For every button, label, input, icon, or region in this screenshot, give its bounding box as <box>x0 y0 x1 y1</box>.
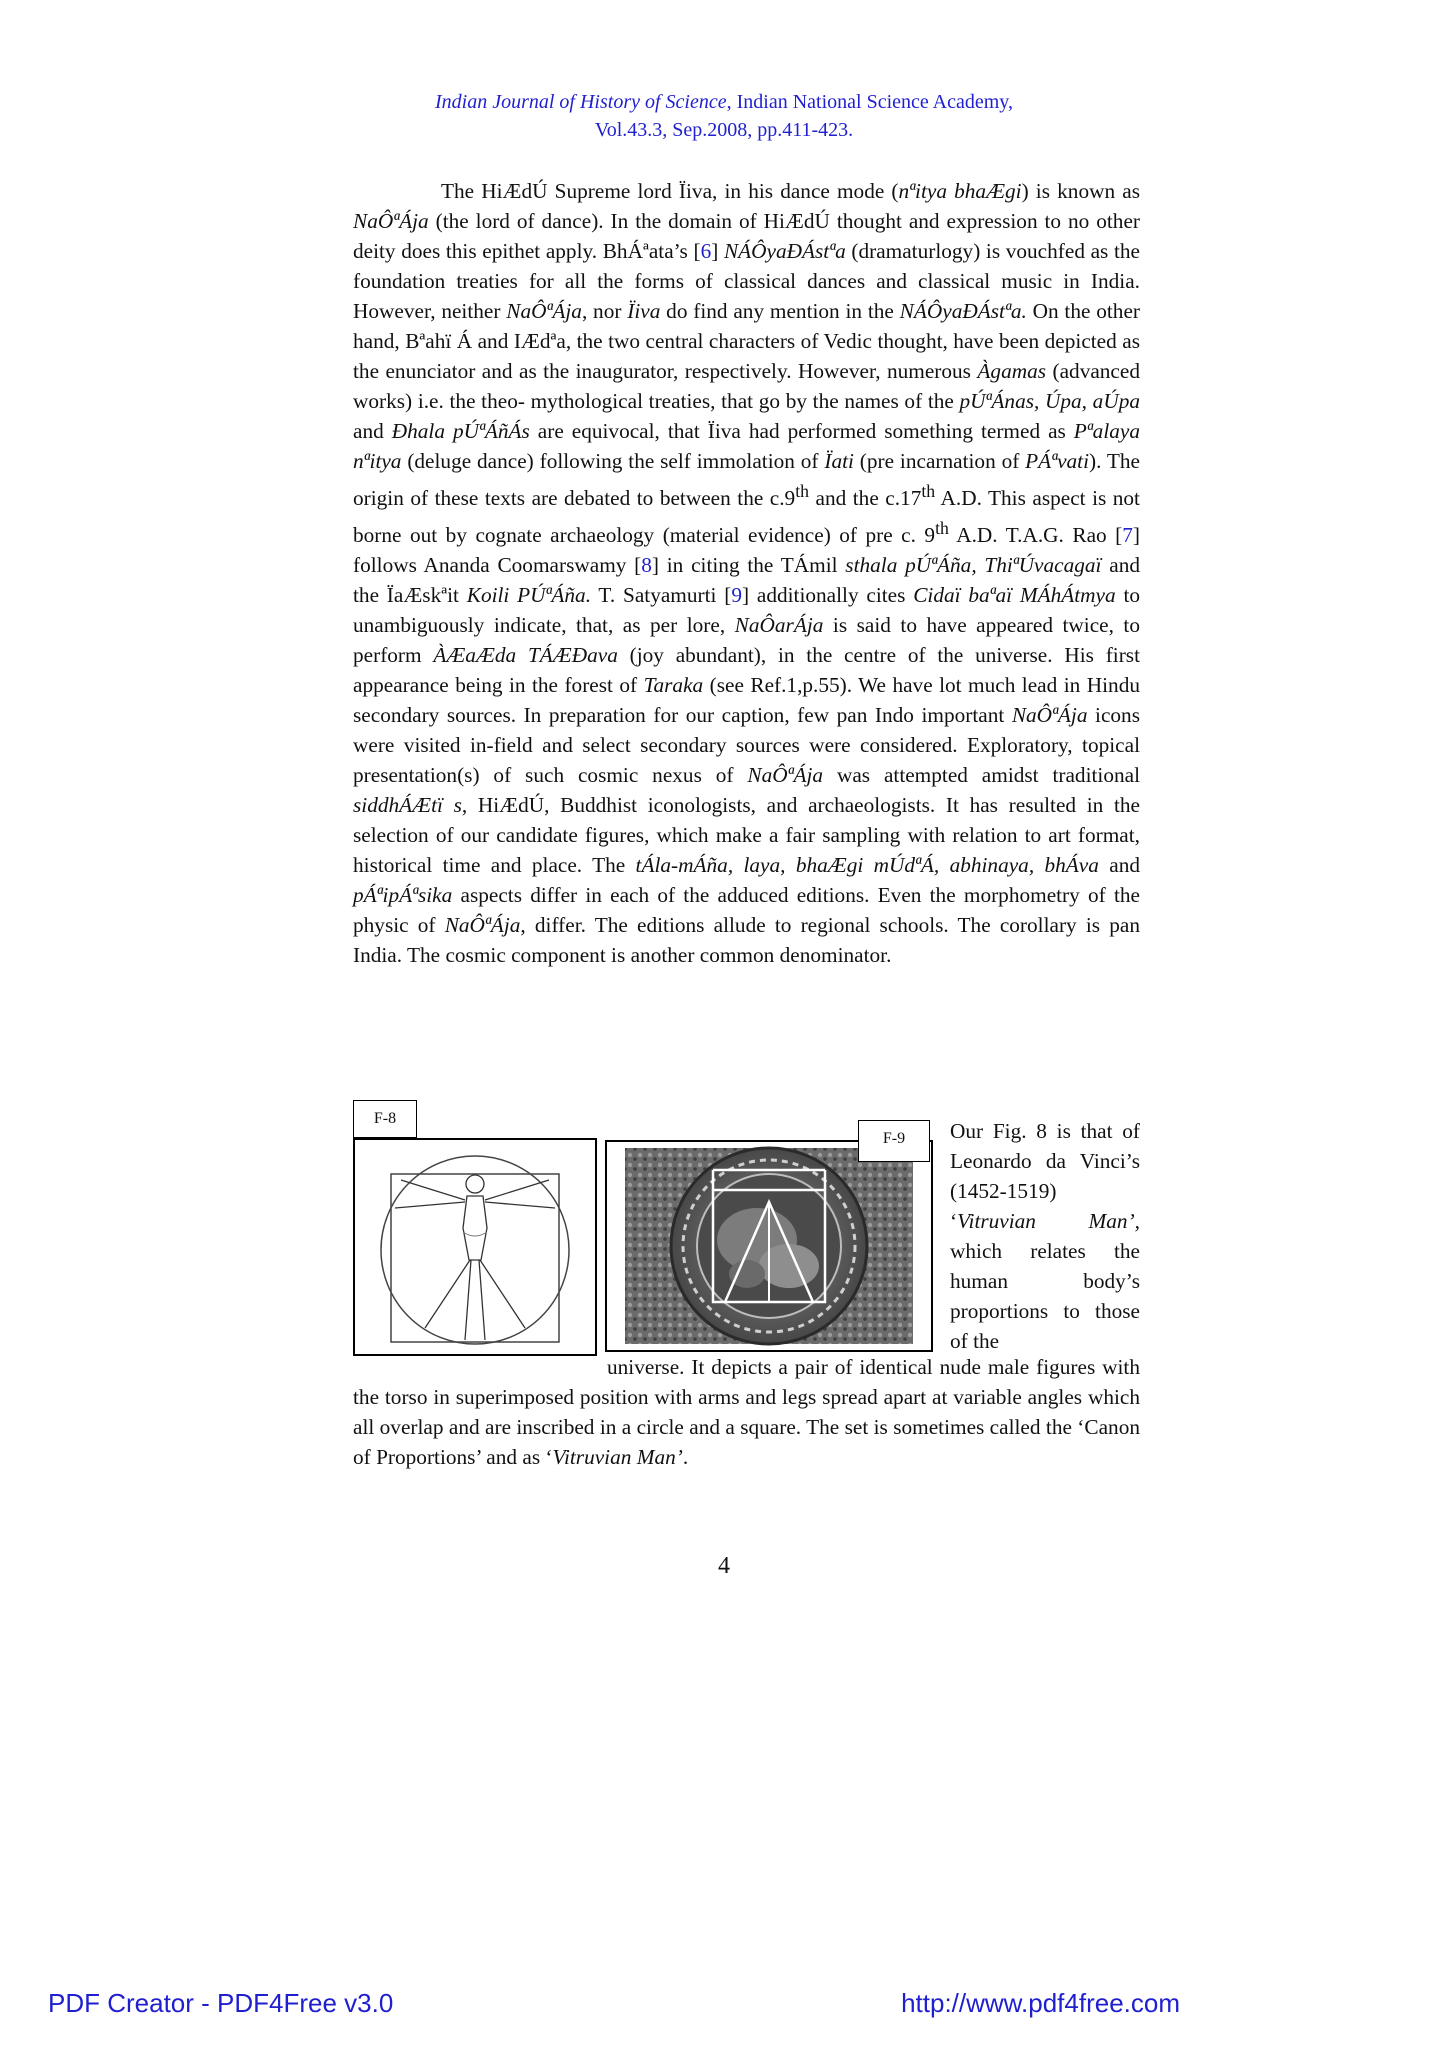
figure-9-label: F-9 <box>858 1120 930 1162</box>
figure-8-vitruvian-man <box>353 1138 597 1356</box>
citation-link[interactable]: 6 <box>700 239 712 263</box>
figure-8-label: F-8 <box>353 1100 417 1138</box>
header-line-1 <box>0 88 1448 116</box>
figure-9-nataraja-relief <box>605 1140 933 1352</box>
journal-publisher: , Indian National Science Academy, <box>726 91 1013 113</box>
figure-caption-side: Our Fig. 8 is that of Leonardo da Vinci’s (1452-1519) ‘Vitruvian Man’, which relates the human body’s proportions to those of the <box>950 1119 1140 1353</box>
nataraja-relief-photo <box>607 1142 931 1350</box>
figure-caption-continued: universe. It depicts a pair of identical nude male figures with the torso in superimposed position with arms and legs spread apart at variable angles which all overlap and are inscribed in a circle and a square. The set is sometimes called the ‘Canon of Proportions’ and as ‘Vitruvian Man’. <box>353 1355 1140 1469</box>
footer-pdf-creator: PDF Creator - PDF4Free v3.0 <box>48 1988 394 2018</box>
paragraph-text: The HiÆdÚ Supreme lord Ïiva, in his dance mode (nªitya bhaÆgi) is known as NaÔªÁja (the lord of dance). In the domain of HiÆdÚ thought and expression to no other deity does this epithet apply. BhÁªata’s [6] NÁÔyaÐÁstªa (dramaturlogy) is vouchfed as the foundation treaties for all the forms of classical dances and classical music in India. However, neither NaÔªÁja, nor Ïiva do find any mention in the NÁÔyaÐÁstªa. On the other hand, Bªahï Á and IÆdªa, the two central characters of Vedic thought, have been depicted as the enunciator and as the inaugurator, respectively. However, numerous Àgamas (advanced works) i.e. the theo- mythological treaties, that go by the names of the pÚªÁnas, Úpa, aÚpa and Ðhala pÚªÁñÁs are equivocal, that Ïiva had performed something termed as Pªalaya nªitya (deluge dance) following the self immolation of Ïati (pre incarnation of PÁªvati). The origin of these texts are debated to between the c.9th and the c.17th A.D. This aspect is not borne out by cognate archaeology (material evidence) of pre c. 9th A.D. T.A.G. Rao [7] follows Ananda Coomarswamy [8] in citing the TÁmil sthala pÚªÁña, ThiªÚvacagaï and the ÏaÆskªit Koili PÚªÁña. T. Satyamurti [9] additionally cites Cidaï baªaï MÁhÁtmya to unambiguously indicate, that, as per lore, NaÔarÁja is said to have appeared twice, to perform ÀÆaÆda TÁÆÐava (joy abundant), in the centre of the universe. His first appearance being in the forest of Taraka (see Ref.1,p.55). We have lot much lead in Hindu secondary sources. In preparation for our caption, few pan Indo important NaÔªÁja icons were visited in-field and select secondary sources were considered. Exploratory, topical presentation(s) of such cosmic nexus of NaÔªÁja was attempted amidst traditional siddhÁÆtï s, HiÆdÚ, Buddhist iconologists, and archaeologists. It has resulted in the selection of our candidate figures, which make a fair sampling with relation to art format, historical time and place. The tÁla-mÁña, laya, bhaÆgi mÚdªÁ, abhinaya, bhÁva and pÁªipÁªsika aspects differ in each of the adduced editions. Even the morphometry of the physic of NaÔªÁja, differ. The editions allude to regional schools. The corollary is pan India. The cosmic component is another common denominator. <box>353 179 1141 968</box>
header-line-2: Vol.43.3, Sep.2008, pp.411-423. <box>594 119 854 141</box>
vitruvian-man-drawing <box>355 1140 595 1354</box>
page-number: 4 <box>718 1553 730 1579</box>
citation-link[interactable]: 7 <box>1122 523 1133 548</box>
journal-header <box>0 88 1448 144</box>
main-paragraph <box>353 176 1140 970</box>
journal-title: Indian Journal of History of Science <box>434 91 727 113</box>
citation-link[interactable]: 8 <box>641 553 652 578</box>
citation-link[interactable]: 9 <box>731 583 742 608</box>
footer-url-link[interactable]: http://www.pdf4free.com <box>901 1988 1180 2018</box>
